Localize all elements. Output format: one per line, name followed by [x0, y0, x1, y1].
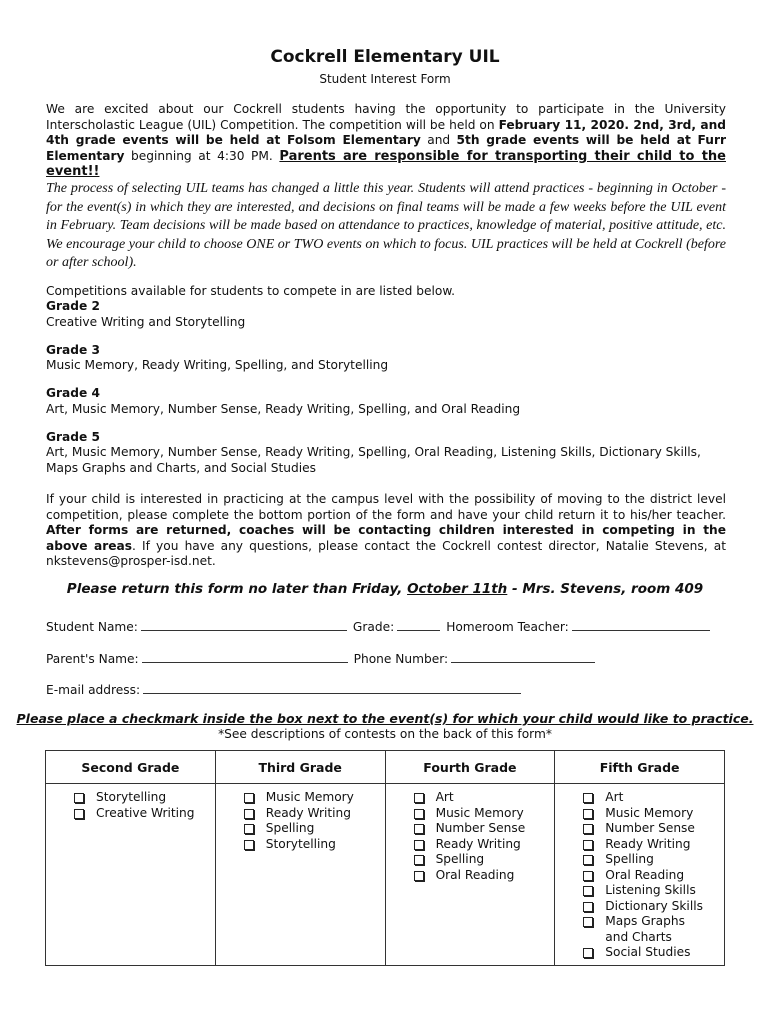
header-second-grade: Second Grade: [46, 751, 216, 784]
descriptions-note: *See descriptions of contests on the back of this form*: [218, 727, 552, 741]
table-options-row: [46, 784, 725, 966]
option-listening-skills[interactable]: Listening Skills: [583, 883, 724, 899]
intro-text-2: and: [420, 133, 457, 147]
checkbox[interactable]: [583, 871, 593, 881]
email-label: E-mail address:: [46, 683, 141, 697]
option-storytelling[interactable]: Storytelling: [74, 790, 215, 806]
email-row: [46, 681, 527, 697]
checkbox[interactable]: [414, 840, 424, 850]
grade-5-events-line-2: Maps Graphs and Charts, and Social Studies: [46, 461, 316, 475]
grade-label: Grade:: [352, 620, 395, 634]
grade-3-heading: Grade 3: [46, 343, 100, 357]
grade-4-heading: Grade 4: [46, 386, 100, 400]
return-suffix: - Mrs. Stevens, room 409: [507, 581, 704, 597]
return-date: October 11th: [407, 581, 508, 597]
student-name-field[interactable]: [141, 618, 347, 631]
option-spelling[interactable]: Spelling: [583, 852, 724, 868]
coaches-contact-note: After forms are returned, coaches will be contacting children interested in competing in the above areas: [46, 523, 726, 553]
competitions-intro: Competitions available for students to compete in are listed below.: [46, 284, 456, 298]
return-prefix: Please return this form no later than Friday,: [66, 581, 408, 597]
parent-name-field[interactable]: [142, 650, 348, 663]
checkbox[interactable]: [583, 855, 593, 865]
form-subtitle: Student Interest Form: [319, 72, 451, 86]
option-music-memory[interactable]: Music Memory: [414, 806, 555, 822]
checkbox[interactable]: [583, 809, 593, 819]
option-spelling[interactable]: Spelling: [414, 852, 555, 868]
grade-2-heading: Grade 2: [46, 299, 100, 313]
second-grade-options: [46, 784, 216, 966]
grade-5-events-line-1: Art, Music Memory, Number Sense, Ready Writing, Spelling, Oral Reading, Listening Skills, Dictionary Skills,: [46, 445, 701, 459]
grade-2-events: Creative Writing and Storytelling: [46, 315, 246, 329]
process-paragraph: The process of selecting UIL teams has changed a little this year. Students will attend practices - beginning in October - for the event(s) in which they are interested, and decisions on final teams will be made a few weeks before the UIL event in February. Team decisions will be made based on attendance to practices, knowledge of material, positive attitude, etc. We encourage your child to choose ONE or TWO events on which to focus. UIL practices will be held at Cockrell (before or after school).: [46, 181, 726, 271]
parents-transport-note: Parents are responsible for transporting their child to the event!!: [46, 148, 726, 179]
header-third-grade: Third Grade: [215, 751, 385, 784]
table-header-row: [46, 751, 725, 784]
checkbox[interactable]: [414, 793, 424, 803]
option-music-memory[interactable]: Music Memory: [244, 790, 385, 806]
option-creative-writing[interactable]: Creative Writing: [74, 806, 215, 822]
third-grade-options: [215, 784, 385, 966]
student-info-row: [46, 618, 716, 634]
parent-name-label: Parent's Name:: [46, 652, 139, 666]
option-storytelling[interactable]: Storytelling: [244, 837, 385, 853]
checkbox[interactable]: [414, 809, 424, 819]
checkbox[interactable]: [583, 917, 593, 927]
option-ready-writing[interactable]: Ready Writing: [244, 806, 385, 822]
checkbox[interactable]: [583, 793, 593, 803]
email-field[interactable]: [143, 681, 521, 694]
fifth-grade-location: 5th grade events will be held at Furr Elementary: [46, 133, 726, 163]
fourth-grade-options: [385, 784, 555, 966]
grade-5-heading: Grade 5: [46, 430, 100, 444]
option-ready-writing[interactable]: Ready Writing: [414, 837, 555, 853]
checkbox[interactable]: [583, 824, 593, 834]
phone-number-field[interactable]: [451, 650, 595, 663]
option-art[interactable]: Art: [414, 790, 555, 806]
checkbox[interactable]: [244, 809, 254, 819]
fifth-grade-options: [555, 784, 725, 966]
student-name-label: Student Name:: [46, 620, 138, 634]
interest-text-1: If your child is interested in practicing at the campus level with the possibility of moving to the district level competition, please complete the bottom portion of the form and have your child return it to his/her teacher.: [46, 492, 726, 522]
interest-paragraph: [46, 492, 726, 570]
checkbox[interactable]: [414, 871, 424, 881]
option-art[interactable]: Art: [583, 790, 724, 806]
grade-3-events: Music Memory, Ready Writing, Spelling, and Storytelling: [46, 358, 389, 372]
parent-info-row: [46, 650, 601, 666]
option-maps-graphs-charts[interactable]: Maps Graphs and Charts: [583, 914, 724, 945]
option-number-sense[interactable]: Number Sense: [583, 821, 724, 837]
checkbox[interactable]: [414, 855, 424, 865]
checkbox[interactable]: [583, 948, 593, 958]
checkbox[interactable]: [74, 809, 84, 819]
header-fifth-grade: Fifth Grade: [555, 751, 725, 784]
checkbox[interactable]: [583, 886, 593, 896]
homeroom-teacher-label: Homeroom Teacher:: [446, 620, 569, 634]
intro-text-1: We are excited about our Cockrell students having the opportunity to participate in the University Interscholastic League (UIL) Competition. The competition will be held on: [46, 102, 726, 132]
checkmark-instructions: Please place a checkmark inside the box next to the event(s) for which your child would like to practice.: [16, 711, 754, 726]
grade-field[interactable]: [397, 618, 440, 631]
option-spelling[interactable]: Spelling: [244, 821, 385, 837]
interest-text-2: . If you have any questions, please contact the Cockrell contest director, Natalie Stevens, at nkstevens@prosper-isd.net.: [46, 538, 726, 568]
form-title: Cockrell Elementary UIL: [270, 47, 500, 67]
event-selection-table: [45, 750, 725, 966]
competition-date: February 11, 2020. 2nd, 3rd, and 4th grade events will be held at Folsom Elementary: [46, 117, 726, 147]
intro-text-3: beginning at 4:30 PM.: [124, 148, 280, 163]
checkbox[interactable]: [244, 793, 254, 803]
homeroom-teacher-field[interactable]: [572, 618, 710, 631]
option-number-sense[interactable]: Number Sense: [414, 821, 555, 837]
checkbox[interactable]: [414, 824, 424, 834]
option-oral-reading[interactable]: Oral Reading: [583, 868, 724, 884]
option-music-memory[interactable]: Music Memory: [583, 806, 724, 822]
checkbox[interactable]: [583, 902, 593, 912]
return-deadline: [0, 581, 770, 597]
intro-paragraph: [46, 102, 726, 180]
grade-4-events: Art, Music Memory, Number Sense, Ready Writing, Spelling, and Oral Reading: [46, 402, 521, 416]
option-ready-writing[interactable]: Ready Writing: [583, 837, 724, 853]
option-dictionary-skills[interactable]: Dictionary Skills: [583, 899, 724, 915]
header-fourth-grade: Fourth Grade: [385, 751, 555, 784]
checkbox[interactable]: [583, 840, 593, 850]
checkbox[interactable]: [244, 824, 254, 834]
phone-number-label: Phone Number:: [353, 652, 449, 666]
option-oral-reading[interactable]: Oral Reading: [414, 868, 555, 884]
option-social-studies[interactable]: Social Studies: [583, 945, 724, 961]
checkbox[interactable]: [74, 793, 84, 803]
checkbox[interactable]: [244, 840, 254, 850]
